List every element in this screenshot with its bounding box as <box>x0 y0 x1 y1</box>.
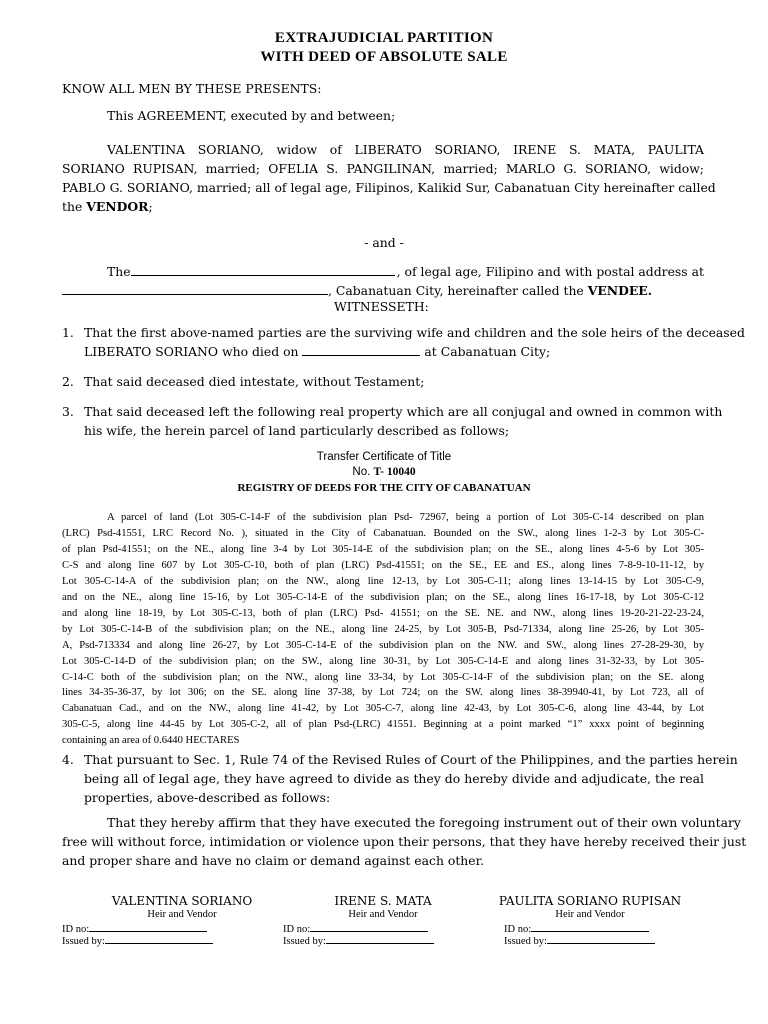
parties-line2: SORIANO RUPISAN, married; OFELIA S. PANGILINAN, married; MARLO G. SORIANO, widow; <box>62 161 704 176</box>
parcel-line: and along line 18-19, by Lot 305-C-13, both of plan (LRC) Psd- 41551; on the SE. NE. and NW., along lines 19-20-21-22-23-24, <box>62 607 704 619</box>
id-blank[interactable] <box>310 922 428 932</box>
signatory-issued-line <box>62 934 213 947</box>
item3-number: 3. <box>62 404 74 419</box>
issued-blank[interactable] <box>547 934 655 944</box>
vendee-term: VENDEE. <box>587 283 653 298</box>
parcel-line: Cabanatuan Cad., and on the NW., along line 41-42, by Lot 305-C-7, along line 42-43, by Lot 305-C-6, along line 43-44, by Lot <box>62 703 704 715</box>
signatory-role: Heir and Vendor <box>147 909 217 920</box>
parcel-line: A, Psd-713334 and along line 26-27, by Lot 305-C-14-E of the subdivision plan on the NW. and SW., along lines 27-28-29-30, by <box>62 639 704 651</box>
id-label: ID no: <box>504 924 532 935</box>
signatory-role: Heir and Vendor <box>348 909 418 920</box>
parcel-line: Lot 305-C-14-D of the subdivision plan; on the SW., along line 30-31, by Lot 305-C-14-E and along lines 31-32-33, by Lot 305- <box>62 655 704 667</box>
vendee-address-blank[interactable] <box>62 283 328 295</box>
parcel-line: A parcel of land (Lot 305-C-14-F of the subdivision plan Psd- 72967, being a portion of Lot 305-C-14 described on plan <box>107 512 704 523</box>
signatory-issued-line <box>283 934 434 947</box>
item1-line2 <box>84 344 550 359</box>
parcel-line: containing an area of 0.6440 HECTARES <box>62 735 240 747</box>
item4-line2: being all of legal age, they have agreed to divide as they do hereby divide and adjudicate, the real <box>84 771 704 786</box>
parties-line3: PABLO G. SORIANO, married; all of legal age, Filipinos, Kalikid Sur, Cabanatuan City hereinafter called <box>62 180 716 195</box>
item1-line2-prefix: LIBERATO SORIANO who died on <box>84 344 299 359</box>
signatory-name: PAULITA SORIANO RUPISAN <box>498 894 682 908</box>
tct-heading: Transfer Certificate of Title <box>316 451 452 463</box>
signatory-name: VALENTINA SORIANO <box>111 894 253 908</box>
document-title-line2: WITH DEED OF ABSOLUTE SALE <box>260 49 508 65</box>
id-blank[interactable] <box>89 922 207 932</box>
vendee-line1 <box>107 264 704 279</box>
item1-line2-suffix: at Cabanatuan City; <box>424 344 551 359</box>
tct-number <box>0 466 768 478</box>
parcel-line: of plan Psd-41551; on the NE., along line 3-4 by Lot 305-14-E of the subdivision plan; on the SE., along lines 4-5-6 by Lot 305- <box>62 543 704 555</box>
item2-number: 2. <box>62 374 74 389</box>
issued-label: Issued by: <box>283 936 326 947</box>
vendee-the: The <box>107 264 131 279</box>
vendee-line2 <box>62 283 652 298</box>
item4-number: 4. <box>62 752 74 767</box>
witnesseth-heading: WITNESSETH: <box>334 299 429 314</box>
tct-number-value: T- 10040 <box>373 466 416 478</box>
document-title-line1: EXTRAJUDICIAL PARTITION <box>274 30 494 46</box>
issued-blank[interactable] <box>105 934 213 944</box>
item3-line2: his wife, the herein parcel of land particularly described as follows; <box>84 423 510 438</box>
parcel-line: C-14-C both of the subdivision plan; on the NW., along line 33-34, by Lot 305-C-14-F of the subdivision plan; on the SE. along <box>62 671 704 683</box>
item1-number: 1. <box>62 325 74 340</box>
parcel-line: lines 34-35-36-37, by lot 306; on the SE. along line 37-38, by Lot 724; on the SW. along lines 38-39940-41, by Lot 723, all of <box>62 687 704 699</box>
tct-number-prefix: No. <box>352 466 374 478</box>
signatory-issued-line <box>504 934 655 947</box>
know-all-heading: KNOW ALL MEN BY THESE PRESENTS: <box>62 81 322 96</box>
issued-blank[interactable] <box>326 934 434 944</box>
and-separator: - and - <box>364 235 404 250</box>
item4-line3: properties, above-described as follows: <box>84 790 331 805</box>
item3-line1: That said deceased left the following real property which are all conjugal and owned in common with <box>84 404 723 419</box>
id-label: ID no: <box>62 924 90 935</box>
vendee-name-blank[interactable] <box>131 264 395 276</box>
item4-line1: That pursuant to Sec. 1, Rule 74 of the Revised Rules of Court of the Philippines, and the parties herein <box>84 752 738 767</box>
parcel-line: by Lot 305-C-14-B of the subdivision plan; on the NE., along line 24-25, by Lot 305-B, Psd-71334, along line 25-26, by Lot 305- <box>62 623 704 635</box>
parcel-line: 305-C-5, along line 44-45 by Lot 305-C-2, all of plan Psd-(LRC) 41551. Beginning at a point marked “1” xxxx point of beginning <box>62 719 704 731</box>
parcel-line: C-S and along line 607 by Lot 305-C-10, both of plan (LRC) Psd-41551; on the SE., EE and ES., along lines 7-8-9-10-11-12, by <box>62 559 704 571</box>
affirm-line2: free will without force, intimidation or violence upon their persons, that they have hereby received their just <box>62 834 747 849</box>
id-blank[interactable] <box>531 922 649 932</box>
id-label: ID no: <box>283 924 311 935</box>
parties-line4 <box>62 199 153 214</box>
parties-line4-prefix: the <box>62 199 87 214</box>
agreement-intro: This AGREEMENT, executed by and between; <box>107 108 396 123</box>
parties-line1: VALENTINA SORIANO, widow of LIBERATO SORIANO, IRENE S. MATA, PAULITA <box>107 142 704 157</box>
issued-label: Issued by: <box>62 936 105 947</box>
signatory-name: IRENE S. MATA <box>334 894 432 908</box>
vendee-line2-text: , Cabanatuan City, hereinafter called the <box>328 283 588 298</box>
parcel-description <box>62 510 704 749</box>
vendor-term: VENDOR <box>86 199 149 214</box>
item1-line1: That the first above-named parties are the surviving wife and children and the sole heirs of the deceased <box>84 325 745 340</box>
issued-label: Issued by: <box>504 936 547 947</box>
parties-line4-suffix: ; <box>148 199 153 214</box>
parcel-line: Lot 305-C-14-A of the subdivision plan; on the NW., along line 12-13, by Lot 305-C-11; along lines 13-14-15 by Lot 305-C-9, <box>62 575 704 587</box>
parcel-line: (LRC) Psd-41551, LRC Record No. ), situated in the City of Cabanatuan. Bounded on the SW., along lines 1-2-3 by Lot 305-C- <box>62 527 704 539</box>
affirm-line1: That they hereby affirm that they have executed the foregoing instrument out of their own voluntary <box>107 815 741 830</box>
registry-heading: REGISTRY OF DEEDS FOR THE CITY OF CABANATUAN <box>237 482 531 494</box>
parcel-line: and on the NE., along line 15-16, by Lot 305-C-14-E of the subdivision plan; on the SE., along lines 16-17-18, by Lot 305-C-12 <box>62 591 704 603</box>
signatory-role: Heir and Vendor <box>555 909 625 920</box>
date-of-death-blank[interactable] <box>302 344 420 356</box>
vendee-line1-text: , of legal age, Filipino and with postal address at <box>396 264 704 279</box>
item2-text: That said deceased died intestate, without Testament; <box>84 374 425 389</box>
affirm-line3: and proper share and have no claim or demand against each other. <box>62 853 485 868</box>
